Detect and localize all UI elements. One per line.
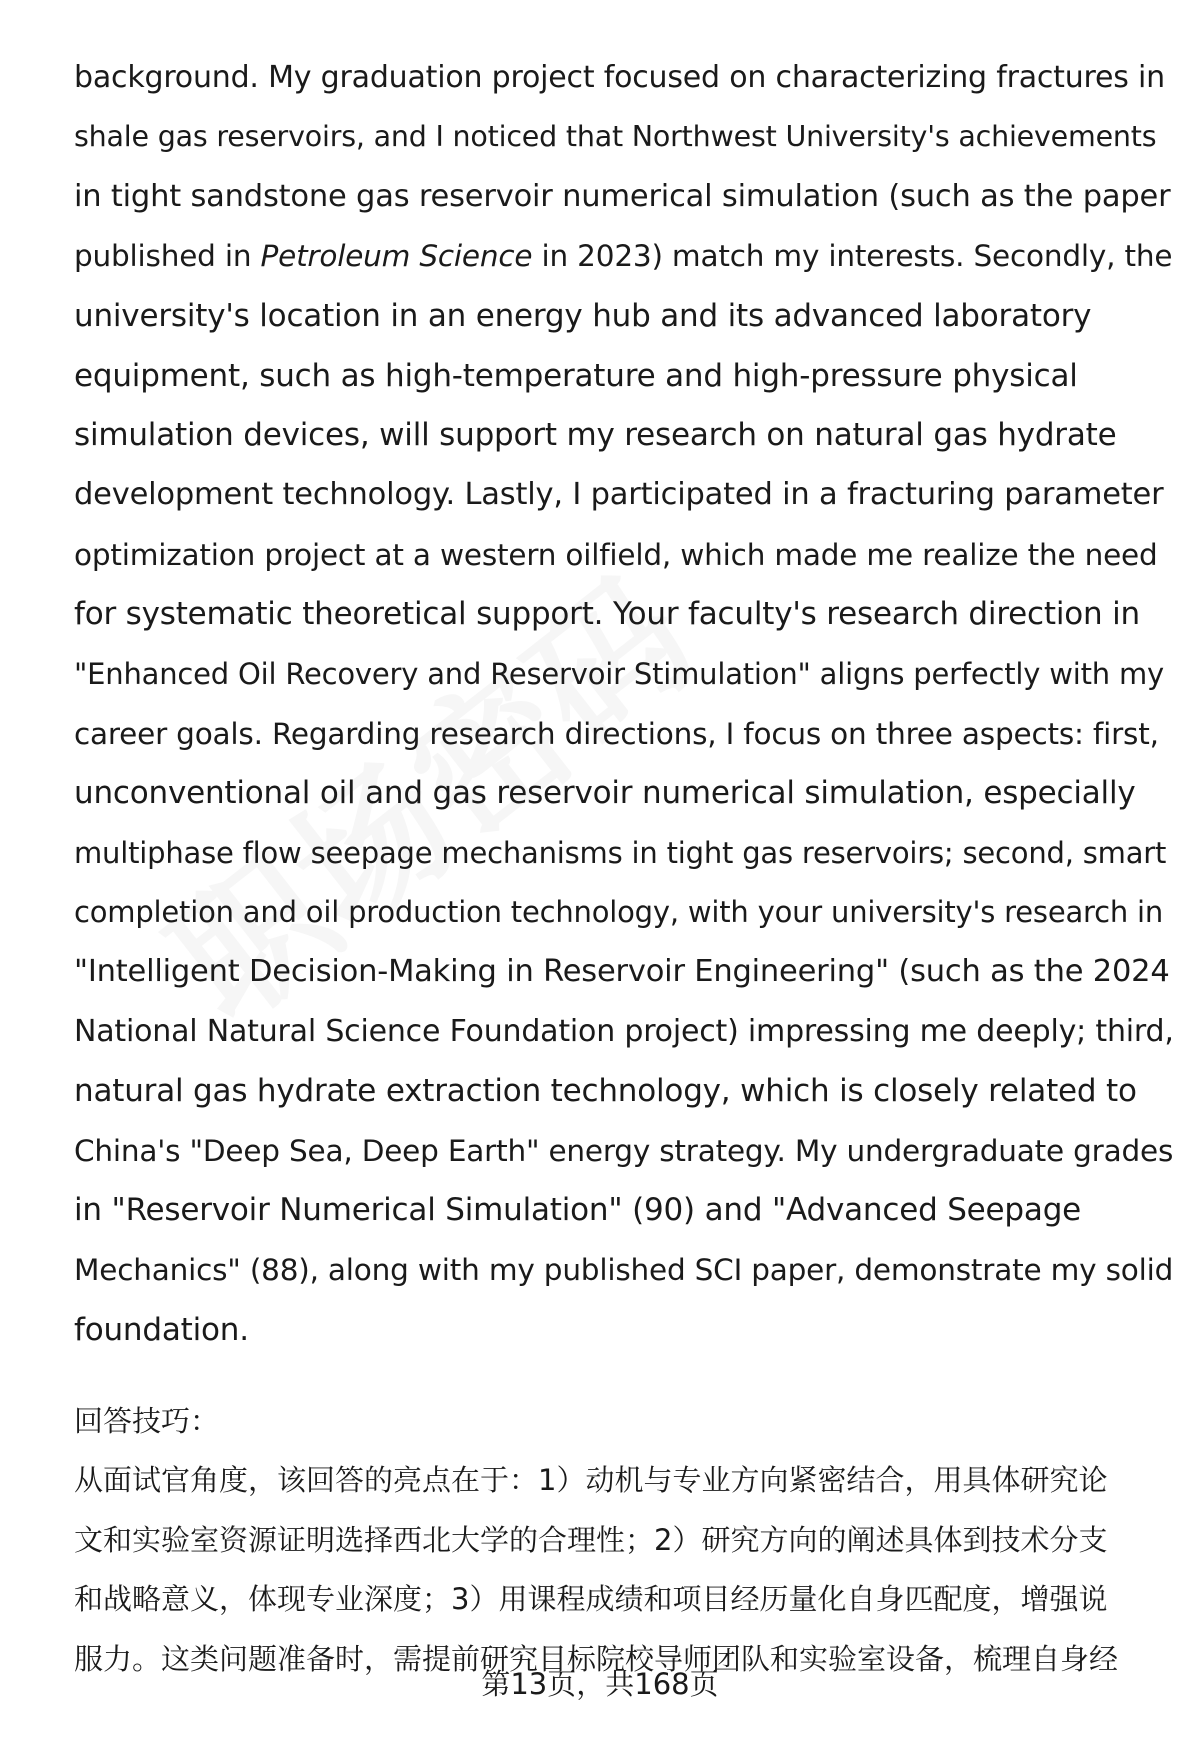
line-text: published in [74, 239, 261, 273]
paragraph-line: background. My graduation project focused on characterizing fractures in [74, 60, 1166, 95]
paragraph-line: unconventional oil and gas reservoir numerical simulation, especially [74, 775, 1136, 811]
paragraph-line: multiphase flow seepage mechanisms in tight gas reservoirs; second, smart [74, 836, 1167, 870]
paragraph-line: for systematic theoretical support. Your faculty's research direction in [74, 596, 1140, 632]
paragraph-line: development technology. Lastly, I participated in a fracturing parameter [74, 477, 1164, 512]
paragraph-line: shale gas reservoirs, and I noticed that Northwest University's achievements [74, 120, 1157, 153]
tips-heading: 回答技巧： [74, 1404, 220, 1438]
paragraph-line: university's location in an energy hub and its advanced laboratory [74, 298, 1092, 334]
tips-section [74, 0, 1174, 1676]
paragraph-line: natural gas hydrate extraction technology, which is closely related to [74, 1073, 1137, 1109]
paragraph-line: equipment, such as high-temperature and high-pressure physical [74, 358, 1078, 394]
paragraph-line: "Enhanced Oil Recovery and Reservoir Stimulation" aligns perfectly with my [74, 657, 1165, 691]
paragraph-line: completion and oil production technology, with your university's research in [74, 895, 1164, 929]
paragraph-line: foundation. [74, 1312, 249, 1348]
paragraph-line: China's "Deep Sea, Deep Earth" energy strategy. My undergraduate grades [74, 1134, 1174, 1168]
tips-line: 文和实验室资源证明选择西北大学的合理性；2）研究方向的阐述具体到技术分支 [74, 1523, 1108, 1557]
paragraph-line: Mechanics" (88), along with my published SCI paper, demonstrate my solid [74, 1253, 1174, 1287]
paragraph-line: "Intelligent Decision-Making in Reservoir Engineering" (such as the 2024 [74, 954, 1170, 989]
tips-line: 从面试官角度，该回答的亮点在于：1）动机与专业方向紧密结合，用具体研究论 [74, 1463, 1108, 1497]
page-number-footer: 第13页，共168页 [481, 1667, 719, 1701]
paragraph-line: National Natural Science Foundation project) impressing me deeply; third, [74, 1014, 1174, 1049]
paragraph-line: in tight sandstone gas reservoir numerical simulation (such as the paper [74, 179, 1171, 214]
journal-title: Petroleum Science [260, 239, 533, 273]
tips-line: 和战略意义，体现专业深度；3）用课程成绩和项目经历量化自身匹配度，增强说 [74, 1582, 1108, 1616]
paragraph-line: career goals. Regarding research directions, I focus on three aspects: first, [74, 717, 1159, 751]
paragraph-line: in "Reservoir Numerical Simulation" (90) and "Advanced Seepage [74, 1192, 1082, 1228]
tips-line: 服力。这类问题准备时，需提前研究目标院校导师团队和实验室设备，梳理自身经 [74, 1642, 1119, 1676]
paragraph-line: simulation devices, will support my research on natural gas hydrate [74, 417, 1117, 453]
paragraph-line: optimization project at a western oilfield, which made me realize the need [74, 538, 1158, 572]
line-text: in 2023) match my interests. Secondly, the [532, 239, 1173, 273]
